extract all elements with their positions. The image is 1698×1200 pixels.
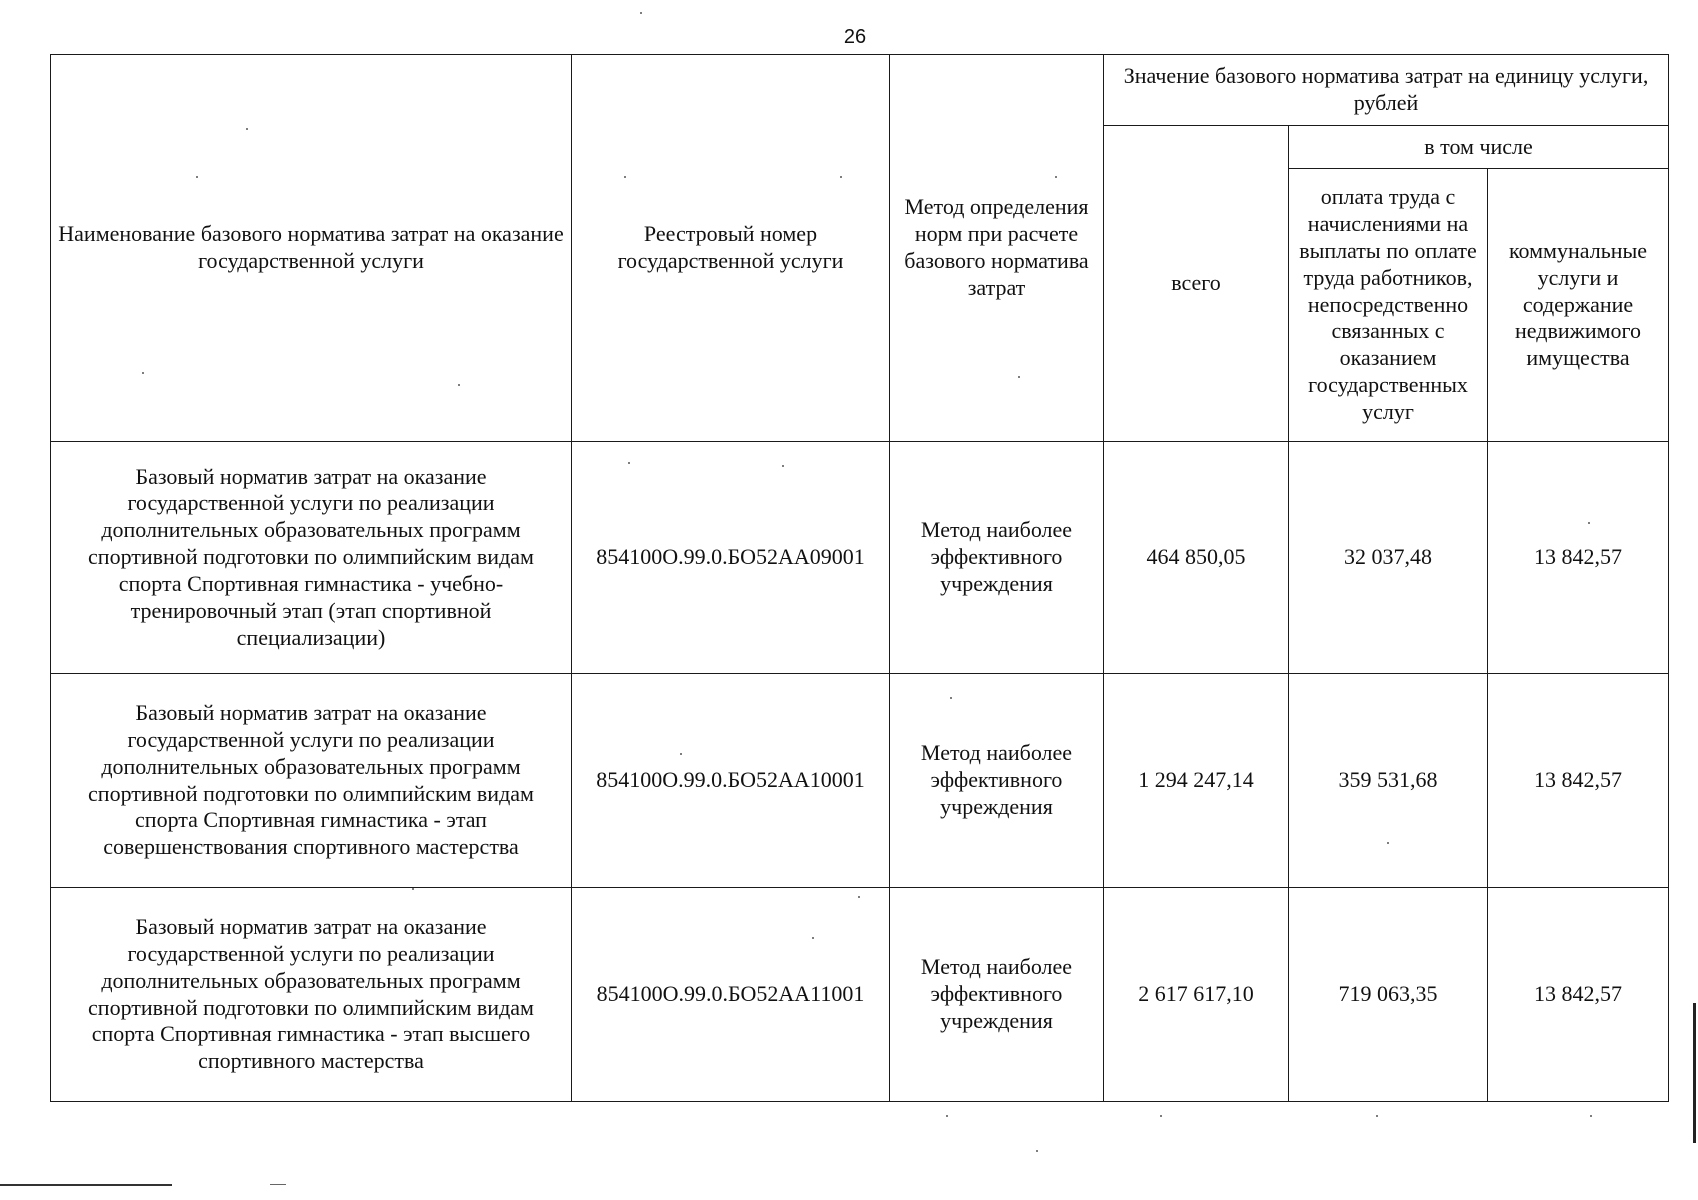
row-registry-number: 854100О.99.0.БО52АА11001 [572,888,890,1102]
scan-speck [142,372,144,374]
scan-margin-mark [1693,1003,1696,1143]
scan-speck [812,937,814,939]
row-total: 464 850,05 [1104,442,1289,674]
header-registry-number: Реестровый номер государственной услуги [572,55,890,442]
scan-speck [458,384,460,386]
scan-speck [946,1115,948,1117]
row-total: 2 617 617,10 [1104,888,1289,1102]
scan-speck [1387,842,1389,844]
row-labor: 32 037,48 [1289,442,1488,674]
scan-speck [624,176,626,178]
header-name: Наименование базового норматива затрат на оказание государственной услуги [51,55,572,442]
header-method: Метод определения норм при расчете базового норматива затрат [890,55,1104,442]
scan-speck [840,176,842,178]
scan-speck [1018,376,1020,378]
row-registry-number: 854100О.99.0.БО52АА09001 [572,442,890,674]
row-labor: 359 531,68 [1289,674,1488,888]
row-method: Метод наиболее эффективного учреждения [890,674,1104,888]
header-row [51,55,1669,126]
row-name: Базовый норматив затрат на оказание государственной услуги по реализации дополнительных образовательных программ спортивной подготовки по олимпийским видам спорта Спортивная гимнастика - учебно-тренировочный этап (этап спортивной специализации) [51,442,572,674]
row-utilities: 13 842,57 [1488,442,1669,674]
scan-speck [1376,1115,1378,1117]
scan-speck [950,697,952,699]
scan-speck [782,465,784,467]
row-method: Метод наиболее эффективного учреждения [890,442,1104,674]
scan-speck [1055,176,1057,178]
table-row [51,674,1669,888]
scan-speck [412,888,414,890]
header-value-group: Значение базового норматива затрат на единицу услуги, рублей [1104,55,1669,126]
scan-speck [246,128,248,130]
table-row [51,442,1669,674]
row-utilities: 13 842,57 [1488,888,1669,1102]
scan-speck [1160,1115,1162,1117]
row-registry-number: 854100О.99.0.БО52АА10001 [572,674,890,888]
scan-speck [858,896,860,898]
page-number: 26 [843,26,867,48]
scan-speck [680,753,682,755]
scan-speck [1588,522,1590,524]
scan-speck [628,462,630,464]
row-name: Базовый норматив затрат на оказание государственной услуги по реализации дополнительных образовательных программ спортивной подготовки по олимпийским видам спорта Спортивная гимнастика - этап высшего спортивного мастерства [51,888,572,1102]
row-labor: 719 063,35 [1289,888,1488,1102]
scan-speck [196,176,198,178]
table-row [51,888,1669,1102]
header-including: в том числе [1289,126,1669,169]
scan-speck [1036,1150,1038,1152]
footnote-rule-fragment [270,1184,286,1185]
row-utilities: 13 842,57 [1488,674,1669,888]
scan-speck [640,12,642,14]
footnote-rule [0,1184,172,1186]
header-labor: оплата труда с начислениями на выплаты по оплате труда работников, непосредственно связанных с оказанием государственных услуг [1289,169,1488,442]
cost-norms-table [50,54,1669,1102]
scan-speck [1590,1115,1592,1117]
row-total: 1 294 247,14 [1104,674,1289,888]
row-method: Метод наиболее эффективного учреждения [890,888,1104,1102]
row-name: Базовый норматив затрат на оказание государственной услуги по реализации дополнительных образовательных программ спортивной подготовки по олимпийским видам спорта Спортивная гимнастика - этап совершенствования спортивного мастерства [51,674,572,888]
header-total: всего [1104,126,1289,442]
header-utilities: коммунальные услуги и содержание недвижимого имущества [1488,169,1669,442]
